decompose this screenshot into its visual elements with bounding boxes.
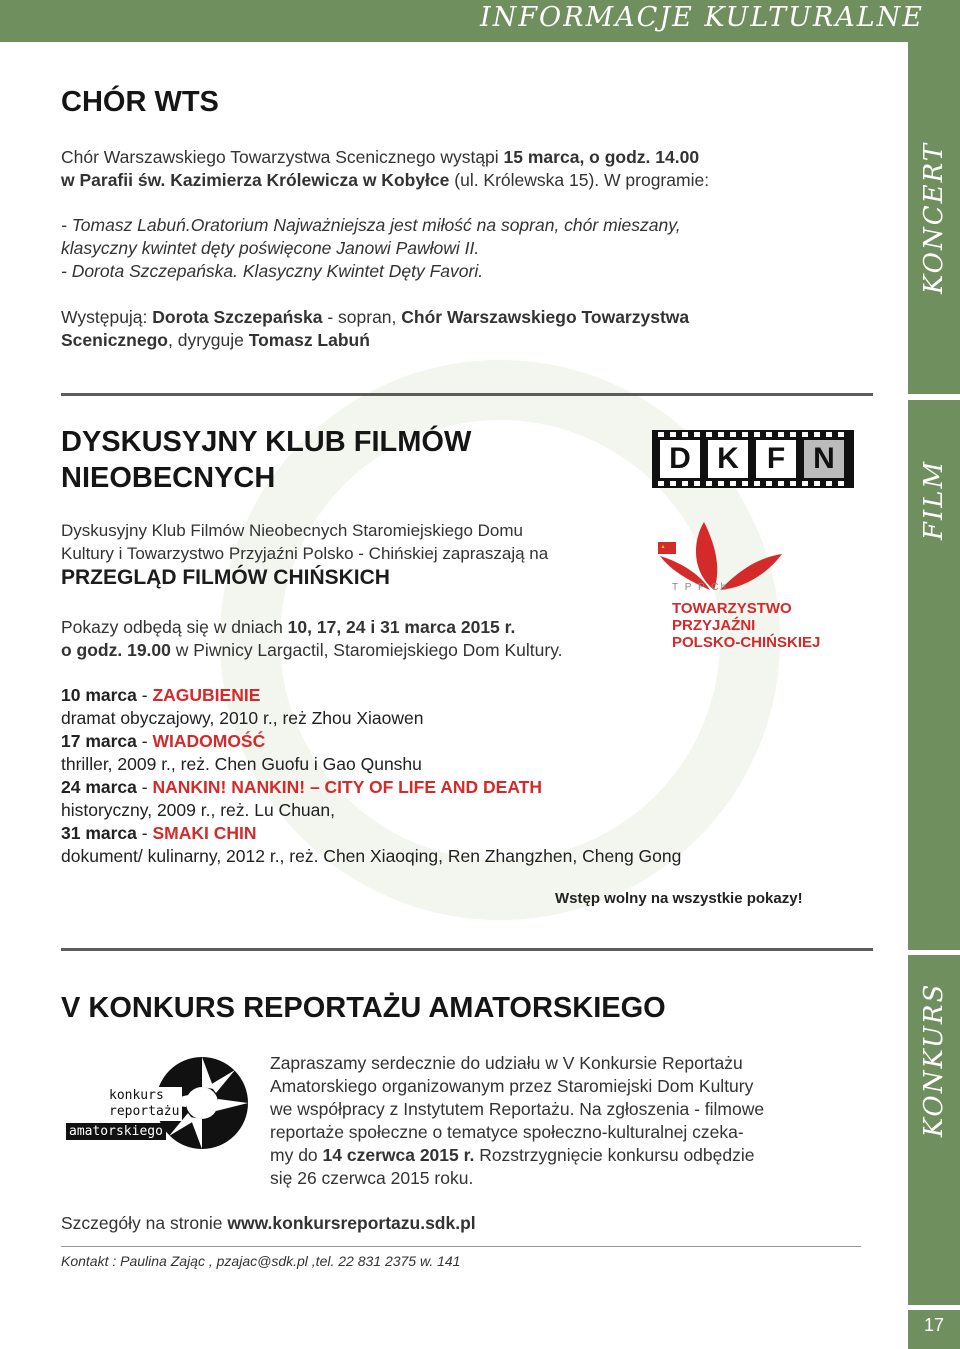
contest-details xyxy=(61,1212,476,1235)
text: Chór Warszawskiego Towarzystwa Scenicznego wystąpi xyxy=(61,147,504,167)
text: Występują: xyxy=(61,307,153,327)
contest-heading: V KONKURS REPORTAŻU AMATORSKIEGO xyxy=(61,992,666,1024)
logo-letter: D xyxy=(660,440,700,478)
screening-item xyxy=(61,776,841,822)
side-tab-konkurs xyxy=(908,955,960,1305)
program-line: - Tomasz Labuń.Oratorium Najważniejsza jest miłość na sopran, chór mieszany, xyxy=(61,215,681,235)
contest-logo xyxy=(64,1055,264,1155)
logo-small-text: T P P Ch xyxy=(672,582,729,593)
screening-title: NANKIN! NANKIN! – CITY OF LIFE AND DEATH xyxy=(152,777,542,797)
screening-date: 31 marca xyxy=(61,823,137,843)
flower-icon xyxy=(652,512,862,592)
logo-text-line: konkurs xyxy=(109,1088,164,1103)
free-entry-note: Wstęp wolny na wszystkie pokazy! xyxy=(555,890,803,907)
page-number: 17 xyxy=(908,1310,960,1349)
screening-item xyxy=(61,730,841,776)
text: , dyryguje xyxy=(167,330,249,350)
logo-text-line: POLSKO-CHIŃSKIEJ xyxy=(672,634,821,651)
text: - sopran, xyxy=(322,307,402,327)
film-perforation xyxy=(658,432,848,437)
dash: - xyxy=(136,777,153,797)
text: my do xyxy=(270,1145,323,1165)
screening-desc: dokument/ kulinarny, 2012 r., reż. Chen Xiaoqing, Ren Zhangzhen, Cheng Gong xyxy=(61,846,682,866)
contact-divider xyxy=(61,1246,861,1247)
film-intro xyxy=(61,519,641,565)
text-bold: Dorota Szczepańska xyxy=(152,307,323,327)
text: Rozstrzygnięcie konkursu odbędzie xyxy=(474,1145,755,1165)
logo-text-line: reportażu xyxy=(109,1104,180,1119)
side-tab-label: KONCERT xyxy=(919,141,949,295)
text: Szczegóły na stronie xyxy=(61,1213,228,1233)
side-tab-label: FILM xyxy=(919,459,949,541)
choir-program xyxy=(61,214,861,283)
logo-letter: F xyxy=(756,440,796,478)
screening-date: 24 marca xyxy=(61,777,137,797)
film-perforation xyxy=(658,481,848,486)
section-divider xyxy=(61,393,873,396)
program-line: - Dorota Szczepańska. Klasyczny Kwintet Dęty Favori. xyxy=(61,261,484,281)
text-bold: Scenicznego xyxy=(61,330,168,350)
text-line xyxy=(270,1144,840,1167)
logo-text xyxy=(672,600,820,651)
screening-date: 10 marca xyxy=(61,685,137,705)
text-bold: 10, 17, 24 i 31 marca 2015 r. xyxy=(287,617,516,637)
header-title: INFORMACJE KULTURALNE xyxy=(480,2,924,33)
screening-date: 17 marca xyxy=(61,731,137,751)
screening-desc: historyczny, 2009 r., reż. Lu Chuan, xyxy=(61,800,335,820)
side-tab-film xyxy=(908,400,960,950)
side-tab-koncert xyxy=(908,42,960,394)
text-line: Amatorskiego organizowanym przez Staromiejski Dom Kultury xyxy=(270,1076,754,1096)
screening-title: SMAKI CHIN xyxy=(152,823,257,843)
intro-line: Kultury i Towarzystwo Przyjaźni Polsko - Chińskiej zapraszają na xyxy=(61,544,549,563)
choir-paragraph xyxy=(61,146,861,192)
text-bold: 14 czerwca 2015 r. xyxy=(322,1145,475,1165)
tppch-logo xyxy=(652,512,862,657)
film-subheading: PRZEGLĄD FILMÓW CHIŃSKICH xyxy=(61,566,390,589)
text-line: reportaże społeczne o tematyce społeczno-kulturalnej czeka- xyxy=(270,1122,744,1142)
text-line: Zapraszamy serdecznie do udziału w V Konkursie Reportażu xyxy=(270,1053,743,1073)
choir-heading: CHÓR WTS xyxy=(61,86,219,118)
intro-line: Dyskusyjny Klub Filmów Nieobecnych Staromiejskiego Domu xyxy=(61,521,524,540)
logo-text-line: amatorskiego xyxy=(66,1123,166,1140)
text: (ul. Królewska 15). W programie: xyxy=(449,170,710,190)
website-link[interactable]: www.konkursreportazu.sdk.pl xyxy=(227,1213,476,1233)
film-schedule-info xyxy=(61,616,651,662)
film-heading xyxy=(61,424,471,496)
screenings-list xyxy=(61,684,841,868)
text-bold: w Parafii św. Kazimierza Królewicza w Kobyłce xyxy=(61,170,450,190)
screening-desc: thriller, 2009 r., reż. Chen Guofu i Gao Qunshu xyxy=(61,754,422,774)
choir-performers xyxy=(61,306,861,352)
contest-description xyxy=(270,1052,840,1190)
dkfn-logo xyxy=(652,430,854,488)
section-divider xyxy=(61,948,873,951)
screening-item xyxy=(61,684,841,730)
side-tab-label: KONKURS xyxy=(919,982,949,1138)
screening-desc: dramat obyczajowy, 2010 r., reż Zhou Xiaowen xyxy=(61,708,424,728)
text-line: się 26 czerwca 2015 roku. xyxy=(270,1168,474,1188)
logo-letter: N xyxy=(804,440,844,478)
text-bold: o godz. 19.00 xyxy=(61,640,171,660)
text-bold: 15 marca, o godz. 14.00 xyxy=(503,147,700,167)
dash: - xyxy=(136,823,153,843)
text-bold: Tomasz Labuń xyxy=(248,330,370,350)
dash: - xyxy=(136,731,153,751)
contact-info: Kontakt : Paulina Zając , pzajac@sdk.pl ,tel. 22 831 2375 w. 141 xyxy=(61,1253,461,1269)
logo-letter: K xyxy=(708,440,748,478)
contest-logo-text xyxy=(106,1087,182,1121)
screening-item xyxy=(61,822,841,868)
text-line: we współpracy z Instytutem Reportażu. Na zgłoszenia - filmowe xyxy=(270,1099,765,1119)
text-bold: Chór Warszawskiego Towarzystwa xyxy=(401,307,690,327)
film-heading-line: NIEOBECNYCH xyxy=(61,462,276,494)
logo-text-line: PRZYJAŹNI xyxy=(672,617,756,634)
text: w Piwnicy Largactil, Staromiejskiego Dom Kultury. xyxy=(170,640,563,660)
dash: - xyxy=(136,685,153,705)
screening-title: ZAGUBIENIE xyxy=(152,685,261,705)
program-line: klasyczny kwintet dęty poświęcone Janowi Pawłowi II. xyxy=(61,238,480,258)
text: Pokazy odbędą się w dniach xyxy=(61,617,288,637)
screening-title: WIADOMOŚĆ xyxy=(152,731,266,751)
film-heading-line: DYSKUSYJNY KLUB FILMÓW xyxy=(61,426,472,458)
logo-text-line: TOWARZYSTWO xyxy=(672,600,792,617)
